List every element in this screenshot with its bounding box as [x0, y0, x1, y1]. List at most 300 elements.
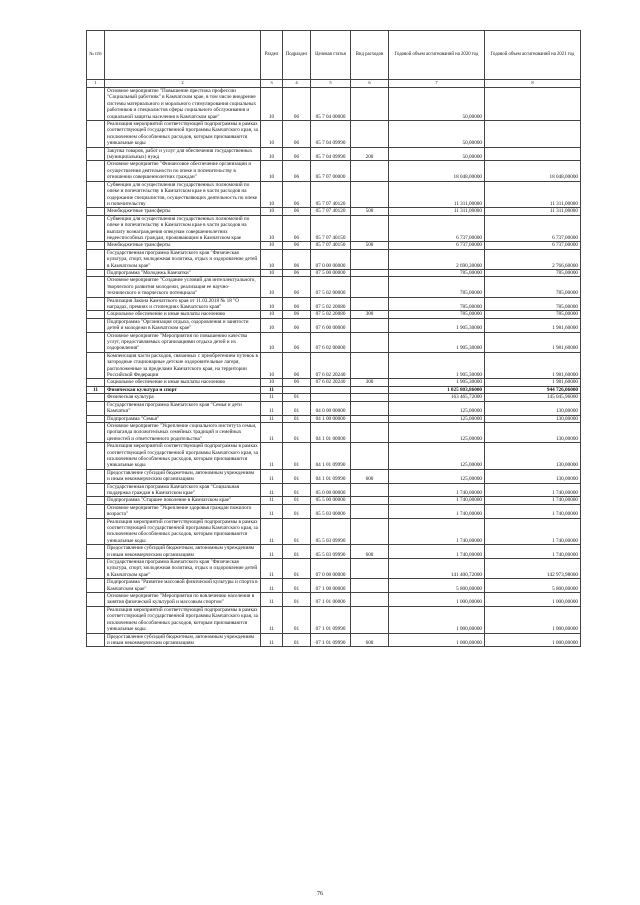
row-amount-2020: 1 000,00000: [389, 593, 485, 607]
row-subsection: 06: [283, 277, 311, 297]
row-expense-type: [351, 415, 389, 422]
row-expense-type: [351, 352, 389, 379]
row-expense-type: [351, 401, 389, 415]
row-amount-2021: 1 740,00000: [485, 504, 581, 518]
row-target-article: 05 7 07 40120: [311, 208, 351, 215]
row-target-article: 04 1 00 00000: [311, 415, 351, 422]
row-section: 10: [261, 269, 283, 276]
row-target-article: [311, 386, 351, 393]
row-amount-2021: 6 737,00000: [485, 215, 581, 242]
row-number: [87, 545, 105, 559]
row-description: Предоставление субсидий бюджетным, автономным учреждениям и иным некоммерческим организациям: [105, 469, 261, 483]
row-section: 11: [261, 386, 283, 393]
row-subsection: 06: [283, 311, 311, 318]
row-section: 10: [261, 379, 283, 386]
table-row: [87, 579, 581, 593]
row-subsection: 01: [283, 593, 311, 607]
row-subsection: [283, 386, 311, 393]
row-amount-2021: 11 311,00000: [485, 208, 581, 215]
row-amount-2020: 5 800,00000: [389, 579, 485, 593]
row-subsection: 06: [283, 215, 311, 242]
row-description: Подпрограмма "Организация отдыха, оздоровления и занятости детей и молодежи в Камчатском крае": [105, 318, 261, 332]
row-section: 10: [261, 88, 283, 121]
table-row: [87, 633, 581, 647]
row-number: [87, 379, 105, 386]
row-expense-type: 300: [351, 379, 389, 386]
row-subsection: 06: [283, 147, 311, 161]
row-number: [87, 483, 105, 497]
row-expense-type: 300: [351, 311, 389, 318]
row-subsection: 01: [283, 633, 311, 647]
row-number: [87, 147, 105, 161]
row-description: Субвенции для осуществления государственных полномочий по опеке и попечительству в Камчатском крае в части расходов на содержание специалистов, осуществляющих деятельность по опеке и попечительству: [105, 181, 261, 208]
row-section: 11: [261, 422, 283, 442]
row-target-article: 07 5 02 20080: [311, 297, 351, 311]
row-subsection: 01: [283, 401, 311, 415]
row-target-article: 05 7 07 40120: [311, 181, 351, 208]
row-description: Основное мероприятие "Мероприятия по вовлечению населения в занятия физической культурой и массовым спортом": [105, 593, 261, 607]
row-section: 11: [261, 394, 283, 401]
row-amount-2020: 11 311,00000: [389, 181, 485, 208]
row-expense-type: [351, 297, 389, 311]
row-amount-2021: [485, 88, 581, 121]
table-row: [87, 518, 581, 545]
row-description: Предоставление субсидий бюджетным, автономным учреждениям и иным некоммерческим организациям: [105, 633, 261, 647]
row-description: Предоставление субсидий бюджетным, автономным учреждениям и иным некоммерческим организациям: [105, 545, 261, 559]
row-target-article: 07 1 01 09990: [311, 606, 351, 633]
row-target-article: 05 5 03 09990: [311, 545, 351, 559]
row-expense-type: [351, 277, 389, 297]
row-subsection: 01: [283, 443, 311, 470]
row-amount-2021: 1 000,00000: [485, 633, 581, 647]
row-amount-2020: 1 740,00000: [389, 504, 485, 518]
row-subsection: 06: [283, 121, 311, 148]
row-number: [87, 633, 105, 647]
row-expense-type: 500: [351, 242, 389, 249]
row-expense-type: 200: [351, 147, 389, 161]
row-number: [87, 297, 105, 311]
row-subsection: 01: [283, 606, 311, 633]
row-number: [87, 242, 105, 249]
row-section: 11: [261, 497, 283, 504]
row-description: Основное мероприятие "Финансовое обеспечение организации и осуществления деятельности по опеке и попечительству в отношении совершеннолетних граждан": [105, 161, 261, 181]
row-expense-type: [351, 161, 389, 181]
row-number: [87, 559, 105, 579]
row-expense-type: [351, 181, 389, 208]
row-subsection: 06: [283, 269, 311, 276]
row-amount-2021: 1 740,00000: [485, 545, 581, 559]
row-section: 10: [261, 242, 283, 249]
row-amount-2020: 785,00000: [389, 269, 485, 276]
row-number: [87, 269, 105, 276]
row-amount-2021: 1 740,00000: [485, 497, 581, 504]
row-number: [87, 181, 105, 208]
row-amount-2020: 1 740,00000: [389, 497, 485, 504]
row-number: [87, 208, 105, 215]
row-target-article: 07 6 02 20240: [311, 379, 351, 386]
row-amount-2020: 1 740,00000: [389, 545, 485, 559]
row-target-article: 04 1 01 09990: [311, 469, 351, 483]
row-section: 10: [261, 277, 283, 297]
row-expense-type: [351, 606, 389, 633]
row-section: 11: [261, 593, 283, 607]
table-row: [87, 593, 581, 607]
colnum-8: 8: [485, 80, 581, 88]
row-description: Подпрограмма "Старшее поколение в Камчатском крае": [105, 497, 261, 504]
row-section: 10: [261, 318, 283, 332]
table-row: [87, 497, 581, 504]
row-description: Основное мероприятие "Укрепление здоровья граждан пожилого возраста": [105, 504, 261, 518]
row-amount-2020: 50,00000: [389, 121, 485, 148]
row-amount-2020: 1 905,30000: [389, 318, 485, 332]
row-number: [87, 311, 105, 318]
row-description: Подпрограмма "Развитие массовой физической культуры и спорта в Камчатском крае": [105, 579, 261, 593]
row-target-article: 05 5 03 09990: [311, 518, 351, 545]
row-amount-2021: 145 045,96000: [485, 394, 581, 401]
row-target-article: 05 7 07 00000: [311, 161, 351, 181]
row-expense-type: [351, 593, 389, 607]
row-description: Социальное обеспечение и иные выплаты населению: [105, 311, 261, 318]
table-row: [87, 332, 581, 352]
row-target-article: 04 1 01 00000: [311, 422, 351, 442]
row-target-article: 07 1 01 09990: [311, 633, 351, 647]
row-amount-2020: 125,00000: [389, 443, 485, 470]
row-amount-2021: 785,00000: [485, 311, 581, 318]
row-description: Государственная программа Камчатского края "Физическая культура, спорт, молодежная политика, отдых и оздоровление детей в Камчатском крае": [105, 559, 261, 579]
table-row: [87, 504, 581, 518]
row-target-article: 07 5 02 00000: [311, 277, 351, 297]
row-section: 10: [261, 311, 283, 318]
row-target-article: 05 7 04 09990: [311, 147, 351, 161]
row-amount-2020: 11 311,00000: [389, 208, 485, 215]
row-expense-type: [351, 579, 389, 593]
row-description: Реализация мероприятий соответствующей подпрограммы в рамках соответствующей государственной программы Камчатского края, за исключением обособленных расходов, которым присваиваются уникальные коды: [105, 121, 261, 148]
row-subsection: 06: [283, 161, 311, 181]
row-section: 10: [261, 249, 283, 269]
table-row: [87, 483, 581, 497]
table-row: [87, 121, 581, 148]
table-row: [87, 147, 581, 161]
row-expense-type: 600: [351, 469, 389, 483]
row-amount-2020: 1 905,30000: [389, 332, 485, 352]
row-description: Основное мероприятие "Повышение престижа профессии "Социальный работник" в Камчатском крае, в том числе внедрение системы материального и морального стимулирования социальных работников и специалистов сферы социального обслуживания и социальной защиты населения в Камчатском крае": [105, 88, 261, 121]
row-amount-2021: [485, 121, 581, 148]
row-subsection: 01: [283, 504, 311, 518]
row-description: Реализация мероприятий соответствующей подпрограммы в рамках соответствующей государственной программы Камчатского края, за исключением обособленных расходов, которым присваиваются уникальные коды: [105, 518, 261, 545]
row-expense-type: [351, 497, 389, 504]
row-subsection: 01: [283, 415, 311, 422]
row-description: Государственная программа Камчатского края "Физическая культура, спорт, молодежная политика, отдых и оздоровление детей в Камчатском крае": [105, 249, 261, 269]
row-description: Реализация Закона Камчатского края от 11.03.2018 № 18 "О наградах, премиях и стипендиях Камчатского края": [105, 297, 261, 311]
row-subsection: 01: [283, 579, 311, 593]
page-number: 76: [317, 891, 323, 897]
table-row: [87, 208, 581, 215]
row-section: 11: [261, 504, 283, 518]
row-target-article: 07 5 02 20080: [311, 311, 351, 318]
row-amount-2020: 50,00000: [389, 147, 485, 161]
row-section: 11: [261, 579, 283, 593]
row-number: [87, 121, 105, 148]
row-expense-type: [351, 518, 389, 545]
row-description: Закупка товаров, работ и услуг для обеспечения государственных (муниципальных) нужд: [105, 147, 261, 161]
row-amount-2021: 130,00000: [485, 415, 581, 422]
table-row: [87, 469, 581, 483]
colnum-2: 2: [105, 80, 261, 88]
row-subsection: 01: [283, 559, 311, 579]
row-amount-2021: 130,00000: [485, 422, 581, 442]
row-number: [87, 352, 105, 379]
row-number: [87, 401, 105, 415]
row-description: Субвенции для осуществления государственных полномочий по опеке и попечительству в Камчатском крае в части расходов на выплату вознаграждения опекунам совершеннолетних недееспособных граждан, проживающим в Камчатском крае: [105, 215, 261, 242]
budget-table: [86, 30, 581, 647]
row-amount-2020: 1 025 803,86000: [389, 386, 485, 393]
row-amount-2020: 1 905,30000: [389, 379, 485, 386]
row-subsection: 01: [283, 422, 311, 442]
row-section: 11: [261, 443, 283, 470]
row-number: [87, 518, 105, 545]
row-amount-2020: 1 740,00000: [389, 483, 485, 497]
row-amount-2020: 785,00000: [389, 277, 485, 297]
table-row: [87, 394, 581, 401]
row-subsection: 06: [283, 332, 311, 352]
row-amount-2020: 125,00000: [389, 422, 485, 442]
row-expense-type: [351, 88, 389, 121]
row-number: [87, 443, 105, 470]
row-section: 10: [261, 297, 283, 311]
row-target-article: 05 7 04 09990: [311, 121, 351, 148]
row-subsection: 06: [283, 242, 311, 249]
header-amount-2021: Годовой объем ассигнований на 2021 год: [485, 31, 581, 80]
table-row: [87, 311, 581, 318]
row-number: [87, 593, 105, 607]
row-amount-2021: 6 737,00000: [485, 242, 581, 249]
row-expense-type: [351, 483, 389, 497]
budget-table-sheet: [86, 30, 580, 647]
row-amount-2021: 785,00000: [485, 277, 581, 297]
row-amount-2021: 1 000,00000: [485, 606, 581, 633]
row-subsection: 01: [283, 469, 311, 483]
row-target-article: 04 0 00 00000: [311, 401, 351, 415]
row-description: Межбюджетные трансферты: [105, 242, 261, 249]
row-amount-2021: 785,00000: [485, 297, 581, 311]
table-row: [87, 379, 581, 386]
row-amount-2021: 18 048,00000: [485, 161, 581, 181]
row-amount-2020: 1 000,00000: [389, 606, 485, 633]
row-target-article: 05 5 03 00000: [311, 504, 351, 518]
row-number: [87, 161, 105, 181]
row-section: 11: [261, 633, 283, 647]
row-subsection: 06: [283, 249, 311, 269]
row-expense-type: 600: [351, 545, 389, 559]
colnum-4: 4: [283, 80, 311, 88]
colnum-3: 3: [261, 80, 283, 88]
row-subsection: 01: [283, 497, 311, 504]
row-amount-2021: 785,00000: [485, 269, 581, 276]
table-row: [87, 401, 581, 415]
table-row: [87, 297, 581, 311]
row-amount-2020: 1 905,30000: [389, 352, 485, 379]
row-number: [87, 277, 105, 297]
row-number: [87, 504, 105, 518]
row-target-article: 07 6 00 00000: [311, 318, 351, 332]
row-description: Компенсация части расходов, связанных с приобретением путевок в загородные стационарные детские оздоровительные лагеря, расположенные за пределами Камчатского края, на территории Российской Федерации: [105, 352, 261, 379]
row-subsection: 01: [283, 518, 311, 545]
row-subsection: 06: [283, 88, 311, 121]
row-amount-2021: 1 740,00000: [485, 483, 581, 497]
row-amount-2020: 785,00000: [389, 297, 485, 311]
row-amount-2020: 1 000,00000: [389, 633, 485, 647]
row-number: [87, 215, 105, 242]
colnum-5: 5: [311, 80, 351, 88]
colnum-1: 1: [87, 80, 105, 88]
row-number: [87, 332, 105, 352]
row-description: Основное мероприятие "Мероприятия по повышению качества услуг, предоставляемых организациями отдыха детей и их оздоровления": [105, 332, 261, 352]
row-target-article: 04 1 01 09990: [311, 443, 351, 470]
row-expense-type: [351, 394, 389, 401]
row-target-article: 07 1 00 00000: [311, 579, 351, 593]
row-expense-type: [351, 269, 389, 276]
row-amount-2020: 2 690,30000: [389, 249, 485, 269]
row-subsection: 01: [283, 545, 311, 559]
row-section: 10: [261, 181, 283, 208]
row-section: 11: [261, 415, 283, 422]
row-section: 11: [261, 518, 283, 545]
row-amount-2020: 141 400,72000: [389, 559, 485, 579]
row-expense-type: [351, 559, 389, 579]
row-expense-type: [351, 443, 389, 470]
row-description: Реализация мероприятий соответствующей подпрограммы в рамках соответствующей государственной программы Камчатского края, за исключением обособленных расходов, которым присваиваются уникальные коды: [105, 443, 261, 470]
row-amount-2020: 125,00000: [389, 415, 485, 422]
row-description: Физическая культура: [105, 394, 261, 401]
row-amount-2021: 944 726,06000: [485, 386, 581, 393]
row-target-article: 07 6 02 20240: [311, 352, 351, 379]
row-target-article: 07 0 00 00000: [311, 249, 351, 269]
row-number: 11: [87, 386, 105, 393]
row-expense-type: 600: [351, 633, 389, 647]
colnum-7: 7: [389, 80, 485, 88]
row-section: 11: [261, 483, 283, 497]
row-subsection: 06: [283, 318, 311, 332]
header-section: Раздел: [261, 31, 283, 80]
row-amount-2021: 1 740,00000: [485, 518, 581, 545]
row-section: 11: [261, 559, 283, 579]
table-row: [87, 277, 581, 297]
row-number: [87, 394, 105, 401]
row-description: Государственная программа Камчатского края "Социальная поддержка граждан в Камчатском крае": [105, 483, 261, 497]
row-number: [87, 606, 105, 633]
row-target-article: 07 1 01 00000: [311, 593, 351, 607]
row-amount-2021: 130,00000: [485, 401, 581, 415]
row-amount-2021: 11 311,00000: [485, 181, 581, 208]
table-header-row: [87, 31, 581, 80]
row-amount-2021: 1 981,60000: [485, 332, 581, 352]
row-target-article: 05 7 07 40150: [311, 215, 351, 242]
row-expense-type: [351, 249, 389, 269]
row-expense-type: [351, 422, 389, 442]
table-row: [87, 545, 581, 559]
row-expense-type: [351, 215, 389, 242]
row-number: [87, 88, 105, 121]
row-target-article: 05 7 04 00000: [311, 88, 351, 121]
row-amount-2020: 125,00000: [389, 469, 485, 483]
row-amount-2021: 1 000,00000: [485, 593, 581, 607]
row-section: 10: [261, 352, 283, 379]
table-row: [87, 269, 581, 276]
row-amount-2020: 18 048,00000: [389, 161, 485, 181]
column-number-row: [87, 80, 581, 88]
row-section: 10: [261, 147, 283, 161]
row-amount-2021: 5 800,00000: [485, 579, 581, 593]
row-expense-type: [351, 318, 389, 332]
row-description: Подпрограмма "Семья": [105, 415, 261, 422]
header-expense-type: Вид расходов: [351, 31, 389, 80]
table-row: [87, 161, 581, 181]
row-subsection: 06: [283, 352, 311, 379]
table-row: [87, 415, 581, 422]
row-description: Социальное обеспечение и иные выплаты населению: [105, 379, 261, 386]
row-amount-2021: 1 981,60000: [485, 352, 581, 379]
row-amount-2021: 1 981,60000: [485, 379, 581, 386]
row-target-article: 07 0 00 00000: [311, 559, 351, 579]
row-amount-2020: 50,00000: [389, 88, 485, 121]
row-amount-2020: 1 740,00000: [389, 518, 485, 545]
row-target-article: 05 5 00 00000: [311, 497, 351, 504]
row-subsection: 01: [283, 483, 311, 497]
row-expense-type: [351, 121, 389, 148]
row-section: 10: [261, 215, 283, 242]
row-amount-2021: 2 766,60000: [485, 249, 581, 269]
table-row: [87, 318, 581, 332]
table-row: [87, 443, 581, 470]
row-number: [87, 415, 105, 422]
table-row: [87, 559, 581, 579]
row-target-article: 07 5 00 00000: [311, 269, 351, 276]
row-section: 11: [261, 401, 283, 415]
row-description: Межбюджетные трансферты: [105, 208, 261, 215]
row-number: [87, 579, 105, 593]
row-number: [87, 422, 105, 442]
table-row: [87, 181, 581, 208]
row-amount-2021: 1 981,60000: [485, 318, 581, 332]
row-section: 11: [261, 606, 283, 633]
row-section: 11: [261, 469, 283, 483]
row-amount-2021: 130,00000: [485, 469, 581, 483]
header-number: № п/п: [87, 31, 105, 80]
row-target-article: [311, 394, 351, 401]
row-number: [87, 249, 105, 269]
row-number: [87, 469, 105, 483]
row-section: 10: [261, 121, 283, 148]
table-row: [87, 242, 581, 249]
row-target-article: 05 7 07 40150: [311, 242, 351, 249]
colnum-6: 6: [351, 80, 389, 88]
row-amount-2021: [485, 147, 581, 161]
row-amount-2020: 6 737,00000: [389, 242, 485, 249]
row-expense-type: [351, 386, 389, 393]
row-description: Основное мероприятие "Создание условий для интеллектуального, творческого развития молодежи, реализация ее научно-технического и творческого потенциала": [105, 277, 261, 297]
header-subsection: Подраздел: [283, 31, 311, 80]
table-row: [87, 249, 581, 269]
row-subsection: 01: [283, 394, 311, 401]
row-amount-2020: 785,00000: [389, 311, 485, 318]
row-number: [87, 318, 105, 332]
header-description: [105, 31, 261, 80]
row-description: Основное мероприятие "Укрепление социального института семьи, пропаганда положительных семейных традиций и семейных ценностей и ответственного родительства": [105, 422, 261, 442]
row-expense-type: [351, 332, 389, 352]
row-target-article: 05 0 00 00000: [311, 483, 351, 497]
table-row: [87, 215, 581, 242]
table-row: [87, 606, 581, 633]
